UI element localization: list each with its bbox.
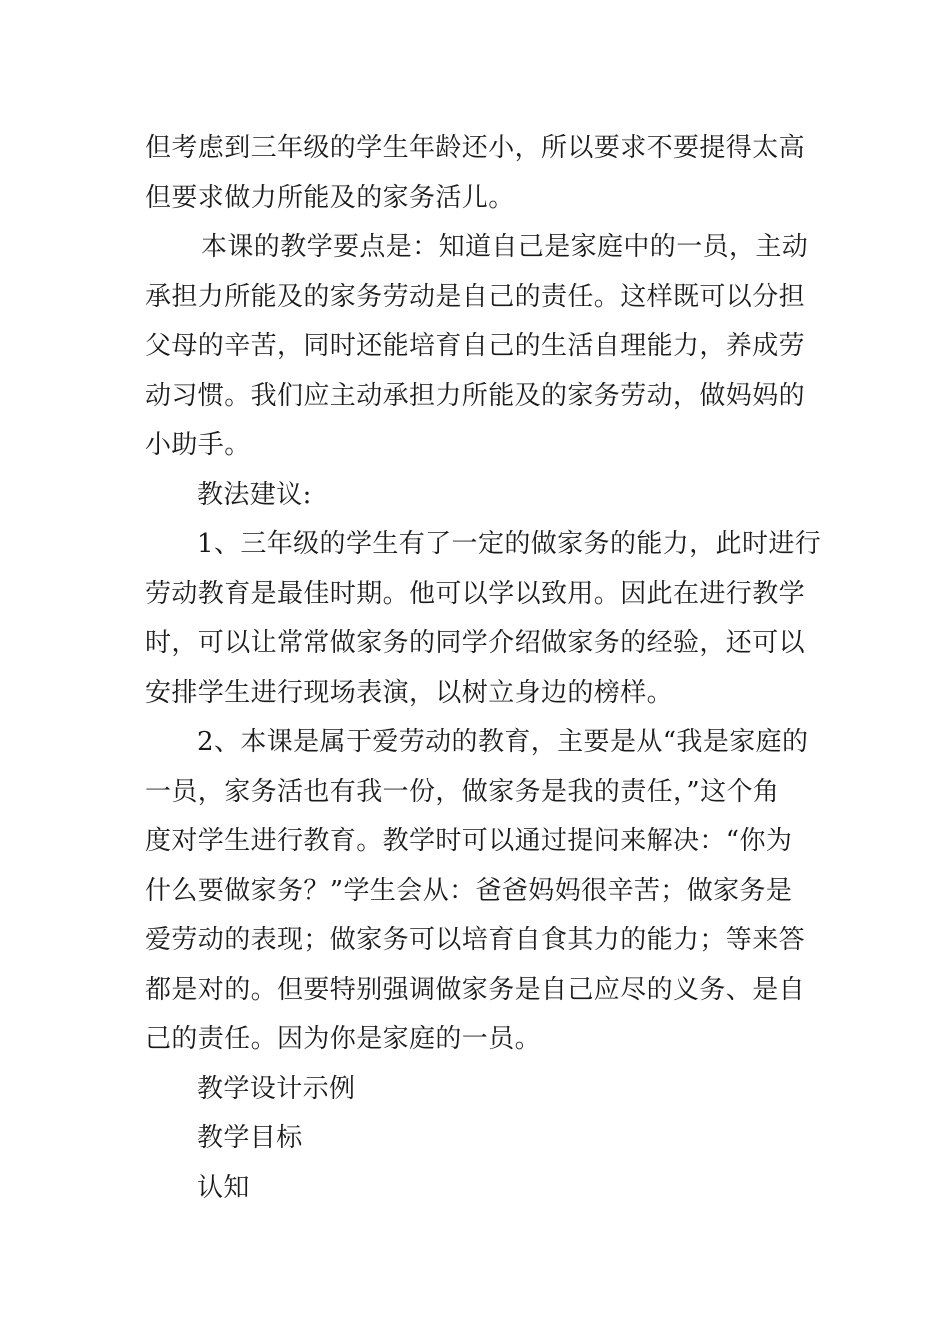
section-heading-teaching-goals — [145, 1114, 807, 1164]
text-line: 教学设计示例 — [197, 1073, 356, 1104]
document-body — [145, 124, 822, 1213]
text-line: 时，可以让常常做家务的同学介绍做家务的经验，还可以 — [145, 628, 806, 658]
text-line: 都是对的。但要特别强调做家务是自己应尽的义务、是自 — [145, 974, 806, 1005]
text-line: 己的责任。因为你是家庭的一员。 — [145, 1024, 542, 1054]
text-line: 什么要做家务？”学生会从：爸爸妈妈很辛苦；做家务是 — [145, 875, 793, 906]
text-line: 一员，家务活也有我一份，做家务是我的责任，”这个角 — [145, 776, 780, 807]
text-line: 但要求做力所能及的家务活儿。 — [145, 182, 515, 213]
text-line: 劳动教育是最佳时期。他可以学以致用。因此在进行教学 — [145, 578, 806, 609]
text-line: 2、本课是属于爱劳动的教育，主要是从“我是家庭的 — [197, 727, 809, 757]
text-line: 承担力所能及的家务劳动是自己的责任。这样既可以分担 — [145, 281, 806, 312]
section-heading-teaching-suggestions — [145, 471, 807, 521]
section-heading-cognition — [145, 1164, 807, 1214]
text-line: 1、三年级的学生有了一定的做家务的能力，此时进行 — [197, 529, 822, 559]
text-line: 小助手。 — [145, 430, 251, 460]
text-line: 动习惯。我们应主动承担力所能及的家务劳动，做妈妈的 — [145, 380, 806, 411]
text-line: 教学目标 — [197, 1123, 303, 1153]
text-line: 认知 — [197, 1172, 250, 1203]
text-line: 教法建议: — [197, 479, 312, 510]
section-heading-design-example — [145, 1065, 807, 1115]
paragraph-continuation — [145, 124, 807, 223]
text-line: 本课的教学要点是：知道自己是家庭中的一员，主动 — [201, 232, 809, 262]
text-line: 父母的辛苦，同时还能培育自己的生活自理能力，养成劳 — [145, 331, 806, 361]
text-line: 爱劳动的表现；做家务可以培育自食其力的能力；等来答 — [145, 925, 806, 955]
paragraph-suggestion-1 — [145, 520, 822, 718]
paragraph-suggestion-2 — [145, 718, 807, 1065]
paragraph-teaching-points — [145, 223, 807, 471]
text-line: 但考虑到三年级的学生年龄还小，所以要求不要提得太高 — [145, 133, 806, 163]
text-line: 安排学生进行现场表演，以树立身边的榜样。 — [145, 677, 674, 708]
text-line: 度对学生进行教育。教学时可以通过提问来解决：“你为 — [145, 826, 793, 856]
